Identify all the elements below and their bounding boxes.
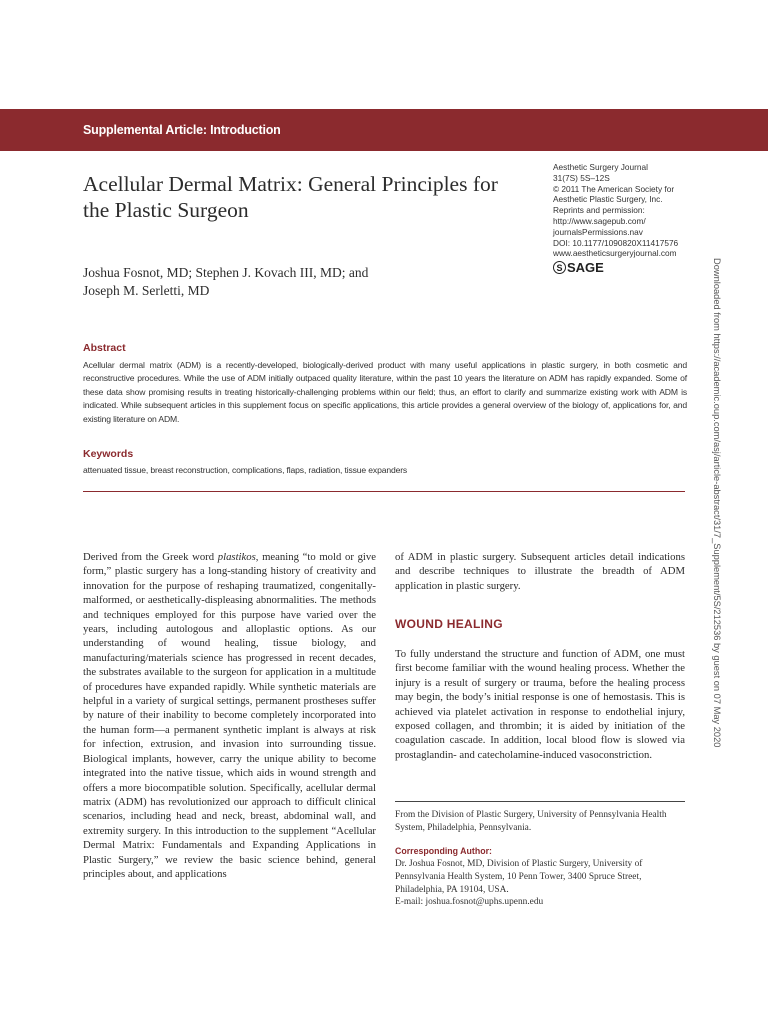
affiliation-note: From the Division of Plastic Surgery, University of Pennsylvania Health System, Philadelphia, Pennsylvania. xyxy=(395,810,667,833)
footnote-divider xyxy=(395,801,685,802)
author-list xyxy=(83,264,443,300)
section-banner xyxy=(0,109,768,151)
corresponding-author-email[interactable]: E-mail: joshua.fosnot@uphs.upenn.edu xyxy=(395,897,544,908)
author-line: Joshua Fosnot, MD; Stephen J. Kovach III, MD; and xyxy=(83,265,369,280)
sage-logo-icon: S xyxy=(553,261,566,274)
sage-logo-text: SAGE xyxy=(567,260,604,275)
body-column-right-intro: of ADM in plastic surgery. Subsequent articles detail indications and describe techniques to illustrate the breadth of ADM application in plastic surgery. xyxy=(395,551,685,592)
download-notice xyxy=(712,258,735,788)
keywords-text: attenuated tissue, breast reconstruction, complications, flaps, radiation, tissue expanders xyxy=(83,465,408,475)
corresponding-author-line: Dr. Joshua Fosnot, MD, Division of Plastic Surgery, University of xyxy=(395,859,643,869)
corresponding-author-heading: Corresponding Author: xyxy=(395,846,492,856)
journal-meta-line: Reprints and permission: xyxy=(553,205,645,216)
journal-meta-link[interactable]: journalsPermissions.nav xyxy=(553,226,643,237)
banner-label: Supplemental Article: Introduction xyxy=(83,123,281,137)
body-text: , meaning “to mold or give form,” plastic surgery has a long-standing history of creativity and innovation for the purpose of reshaping traumatized, congenitally-malformed, or aesthetically-displeasing abnormalities. The methods and techniques employed for this purpose have varied over the years, including autologous and alloplastic options. As our understanding of wound healing, tissue biology, and manufacturing/materials science has progressed in recent decades, the substrates available to the surgeon for application in a multitude of procedures have expanded rapidly. While synthetic materials are helpful in a variety of surgical settings, permanent prostheses suffer by nature of their inability to become completely incorporated into the human form—a permanent synthetic implant is always at risk for infection, extrusion, and invasion into surrounding tissue. Biological implants, however, carry the unique ability to become integrated into the native tissue, which aids in wound strength and offers a more biocompatible solution. Specifically, acellular dermal matrix (ADM) has revolutionized our approach to difficult clinical scenarios, including head and neck, breast, abdominal wall, and extremity surgery. In this introduction to the supplement “Acellular Dermal Matrix: Fundamentals and Expanding Applications in Plastic Surgery,” we review the basic science behind, general principles about, and applications xyxy=(83,551,376,880)
body-column-left xyxy=(83,550,376,881)
journal-meta-line: Aesthetic Plastic Surgery, Inc. xyxy=(553,194,663,205)
wound-healing-text: To fully understand the structure and function of ADM, one must first become familiar with the wound healing process. Whether the injury is a result of surgery or trauma, before the healing process may begin, the body’s initial response is one of hemostasis. This is achieved via platelet activation in response to endothelial injury, exposed collagen, and thrombin; it is aided by initiation of the coagulation cascade. In addition, local blood flow is slowed via prostaglandin- and catecholamine-induced vasoconstriction. xyxy=(395,648,685,761)
sage-logo xyxy=(553,260,604,275)
article-title: Acellular Dermal Matrix: General Principles for the Plastic Surgeon xyxy=(83,172,498,222)
download-notice-text: Downloaded from https://academic.oup.com/asj/article-abstract/31/7_Supplement/5S/212536 by guest on 07 May 2020 xyxy=(712,258,722,748)
abstract-text: Acellular dermal matrix (ADM) is a recently-developed, biologically-derived product with many useful applications in plastic surgery, in both cosmetic and reconstructive procedures. While the use of ADM initially outpaced quality literature, within the past 10 years the literature on ADM has rapidly expanded. Some of these data show promising results in treating historically-challenging problems within our field; thus, an effort to clarify and summarize existing work with ADM is indicated. While subsequent articles in this supplement focus on specific applications, this article provides a general overview of the biology of, applications for, and existing literature on ADM. xyxy=(83,360,687,424)
author-line: Joseph M. Serletti, MD xyxy=(83,283,210,298)
journal-meta-link[interactable]: http://www.sagepub.com/ xyxy=(553,215,646,226)
journal-meta-line: © 2011 The American Society for xyxy=(553,183,675,194)
body-text-italic: plastikos xyxy=(217,551,256,563)
section-divider xyxy=(83,491,685,492)
wound-healing-heading: WOUND HEALING xyxy=(395,617,503,631)
corresponding-author-details xyxy=(395,858,685,909)
journal-meta xyxy=(553,162,703,259)
journal-meta-line: 31(7S) 5S–12S xyxy=(553,172,610,183)
journal-meta-doi: DOI: 10.1177/1090820X11417576 xyxy=(553,237,679,248)
body-text: Derived from the Greek word xyxy=(83,551,218,563)
abstract-heading: Abstract xyxy=(83,342,126,354)
corresponding-author-line: Philadelphia, PA 19104, USA. xyxy=(395,884,509,895)
journal-meta-link[interactable]: www.aestheticsurgeryjournal.com xyxy=(553,248,677,259)
keywords-heading: Keywords xyxy=(83,448,134,460)
corresponding-author-line: Pennsylvania Health System, 10 Penn Tower, 3400 Spruce Street, xyxy=(395,871,642,882)
journal-meta-line: Aesthetic Surgery Journal xyxy=(553,162,649,172)
